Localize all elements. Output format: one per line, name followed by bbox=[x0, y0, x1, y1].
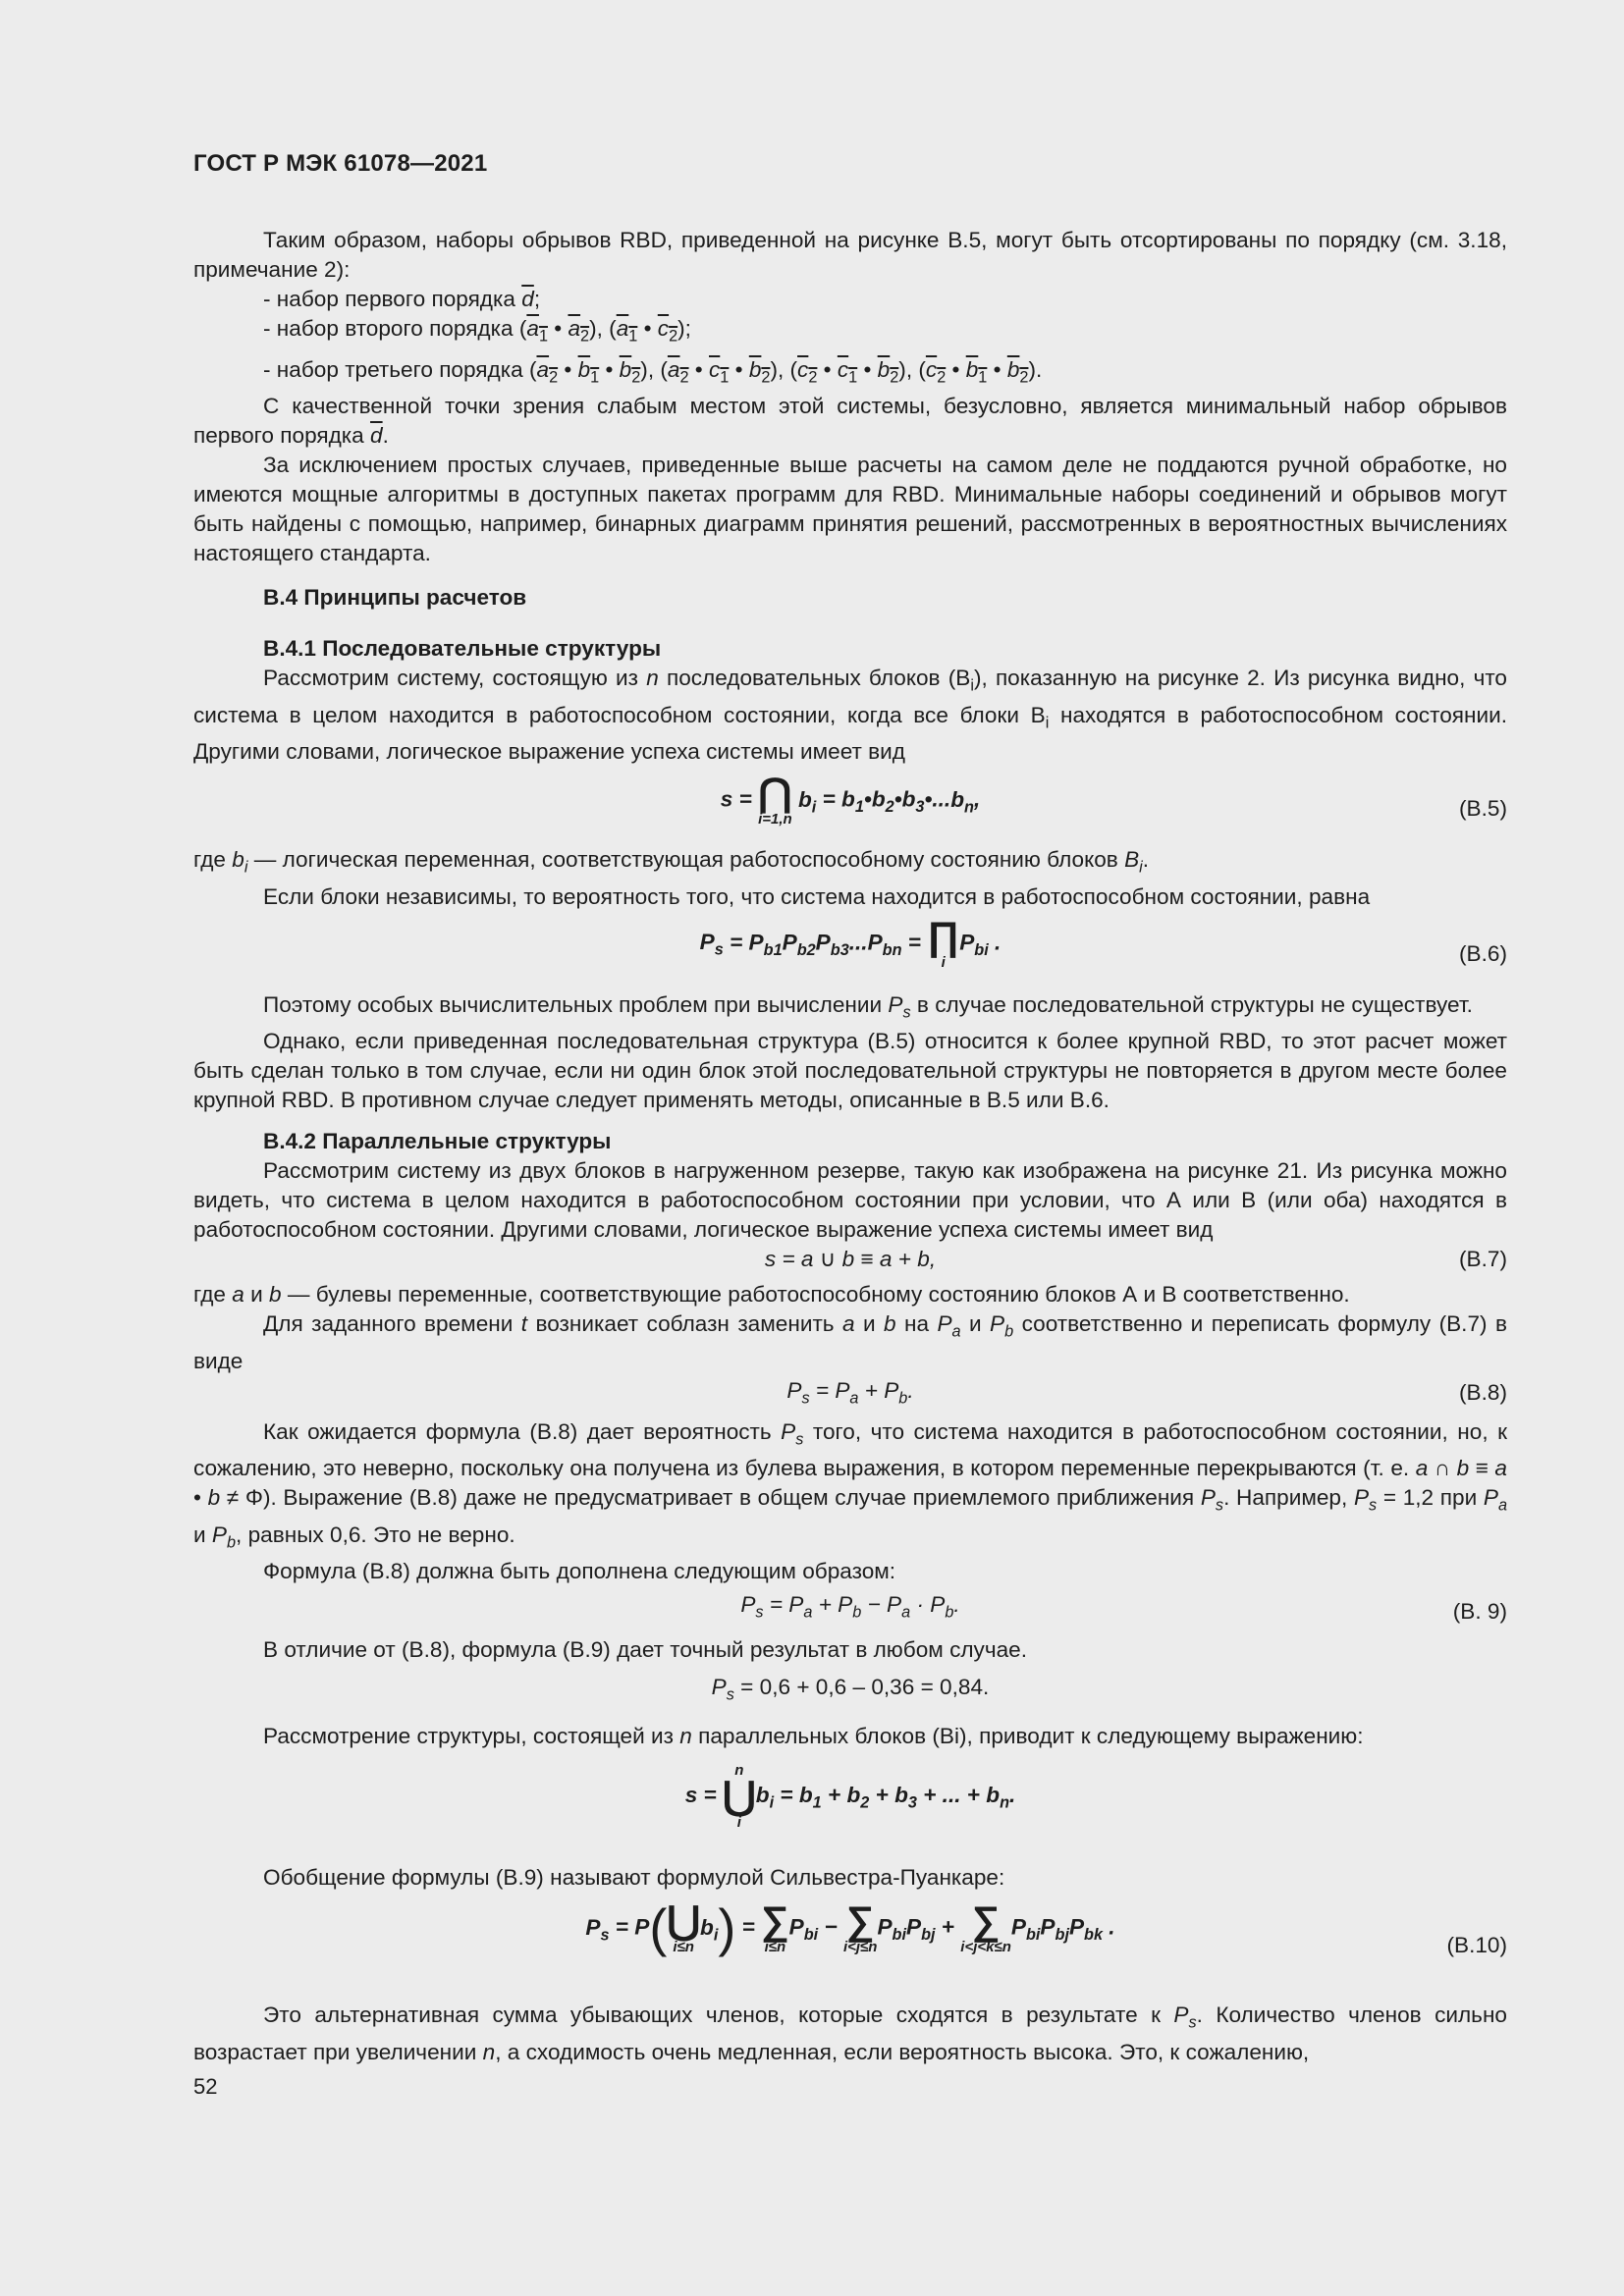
temptation-paragraph: Для заданного времени t возникает соблазн заменить a и b на $P_a$ и $P_b$ соответственно и переписать формулу (В.7) в виде bbox=[193, 1311, 1507, 1373]
weak-point-paragraph: С качественной точки зрения слабым местом этой системы, безусловно, является минимальный набор обрывов первого порядка $\overline{d}$. bbox=[193, 394, 1507, 449]
where-b7-paragraph: где a и b — булевы переменные, соответствующие работоспособному состоянию блоков А и В соответственно. bbox=[193, 1282, 1350, 1308]
alternating-paragraph: Это альтернативная сумма убывающих членов, которые сходятся в результате к $P_s$. Количество членов сильно возрастает при увеличении n, а сходимость очень медленная, если вероятность высока. Это, к сожалению, bbox=[193, 2002, 1508, 2064]
equation-b8: $P_s = P_a + P_b$. (B.8) bbox=[786, 1377, 1507, 1408]
where-b5-paragraph: где $b_i$ — логическая переменная, соответствующая работоспособному состоянию блоков $B_i$. bbox=[193, 847, 1150, 877]
equation-b10: $P_s = P$( ⋃ i≤n $b_i$) = ∑ i≤n $P_{bi}$ − ∑ i<j≤n $P_{bi}P_{bj}$ + ∑ i<j<k≤n $P_{bi}P_{bj}P_{bk}$ . (B.10) bbox=[193, 1898, 1507, 1993]
equation-number: (B.6) bbox=[1459, 940, 1507, 966]
first-order-label: - набор первого порядка bbox=[263, 287, 515, 311]
heading-b41: В.4.1 Последовательные структуры bbox=[263, 636, 662, 662]
third-order-item: - набор третьего порядка ($a_2$ • $b_1$ • $b_2$), ($a_2$ • $c_1$ • $b_2$), ($c_2$ • $c_1$ • $b_2$), ($c_2$ • $b_1$ • $b_2$). bbox=[263, 356, 1043, 387]
first-order-item: - набор первого порядка $\overline{d}$; bbox=[263, 287, 541, 311]
parallel-paragraph: Рассмотрим систему из двух блоков в нагруженном резерве, такую как изображена на рисунке 21. Из рисунка можно видеть, что система в целом находится в работоспособном состоянии при условии, что А или В (или оба) находятся в работоспособном состоянии. Другими словами, логическое выражение успеха системы имеет вид bbox=[193, 1158, 1507, 1243]
equation-number: (B.10) bbox=[1446, 1933, 1507, 1958]
algorithms-paragraph: За исключением простых случаев, приведенные выше расчеты на самом деле не поддаются ручной обработке, но имеются мощные алгоритмы в доступных пакетах программ для RBD. Минимальные наборы соединений и обрывов могут быть найдены с помощью, например, бинарных диаграмм принятия решений, рассмотренных в вероятностных вычислениях настоящего стандарта. bbox=[193, 453, 1507, 566]
equation-number: (B.5) bbox=[1459, 796, 1507, 822]
supplement-paragraph: Формула (В.8) должна быть дополнена следующим образом: bbox=[263, 1559, 896, 1584]
equation-b5: s = ⋂ i=1,n $b_i$ = $b_1•b_2•b_3•...b_n$, (B.5) bbox=[720, 772, 1507, 828]
first-order-sets: $\overline{d}$ bbox=[521, 287, 534, 311]
second-order-item: - набор второго порядка ($a_1$ • $a_2$), ($a_1$ • $c_2$); bbox=[263, 316, 691, 346]
unlike-paragraph: В отличие от (В.8), формула (В.9) дает точный результат в любом случае. bbox=[263, 1637, 1028, 1663]
heading-b42: В.4.2 Параллельные структуры bbox=[263, 1129, 612, 1154]
equation-number: (B. 9) bbox=[1452, 1599, 1507, 1625]
series-paragraph: Рассмотрим систему, состоящую из n последовательных блоков $(B_i)$, показанную на рисунке 2. Из рисунка видно, что система в целом находится в работоспособном состоянии, когда все блоки $B_i$ находятся в работоспособном состоянии. Другими словами, логическое выражение успеха системы имеет вид bbox=[193, 666, 1508, 765]
expected-paragraph: Как ожидается формула (В.8) дает вероятность $P_s$ того, что система находится в работоспособном состоянии, но, к сожалению, это неверно, поскольку она получена из булева выражения, в котором переменные перекрываются (т. е. a ∩ b ≡ a • b ≠ Φ). Выражение (В.8) даже не предусматривает в общем случае приемлемого приближения $P_s$. Например, $P_s = 1,2$ при $P_a$ и $P_b$, равных 0,6. Это не верно. bbox=[193, 1418, 1507, 1552]
equation-number: (B.8) bbox=[1459, 1379, 1507, 1405]
second-order-label: - набор второго порядка bbox=[263, 316, 514, 341]
standard-header: ГОСТ Р МЭК 61078—2021 bbox=[193, 150, 488, 177]
page-body bbox=[193, 226, 1507, 2067]
n-parallel-paragraph: Рассмотрение структуры, состоящей из n параллельных блоков (Bi), приводит к следующему выражению: bbox=[263, 1724, 1364, 1749]
equation-numeric: $P_s = 0,6 + 0,6 - 0,36 = 0,84$. bbox=[711, 1675, 990, 1704]
intro-paragraph: Таким образом, наборы обрывов RBD, приведенной на рисунке В.5, могут быть отсортированы по порядку (см. 3.18, примечание 2): bbox=[193, 228, 1507, 282]
independence-paragraph: Если блоки независимы, то вероятность того, что система находится в работоспособном состоянии, равна bbox=[263, 883, 1371, 909]
generalization-paragraph: Обобщение формулы (В.9) называют формулой Сильвестра-Пуанкаре: bbox=[263, 1865, 1005, 1891]
no-problem-paragraph: Поэтому особых вычислительных проблем при вычислении $P_s$ в случае последовательной структуры не существует. bbox=[263, 991, 1473, 1022]
equation-b7: s = a ∪ b ≡ a + b, (B.7) bbox=[193, 1245, 1507, 1274]
however-paragraph: Однако, если приведенная последовательная структура (В.5) относится к более крупной RBD, то этот расчет может быть сделан только в том случае, если ни один блок этой последовательной структуры не повторяется в другом месте более крупной RBD. В противном случае следует применять методы, описанные в В.5 или В.6. bbox=[193, 1029, 1507, 1113]
equation-b9: $P_s = P_a + P_b - P_a \cdot P_b$. (B. 9) bbox=[193, 1590, 1507, 1633]
equation-union: s = n ⋃ i $b_i = b_1 + b_2 + b_3$ + ... + $b_n$. bbox=[684, 1762, 1016, 1832]
equation-b6: $P_s = P_{b1}P_{b2}P_{b3}...P_{bn}$ = ∏ i $P_{bi}$ . (B.6) bbox=[699, 914, 1507, 971]
heading-b4: В.4 Принципы расчетов bbox=[263, 585, 527, 611]
page-number: 52 bbox=[193, 2074, 218, 2099]
equation-number: (B.7) bbox=[1459, 1247, 1507, 1272]
third-order-label: - набор третьего порядка bbox=[263, 356, 523, 382]
